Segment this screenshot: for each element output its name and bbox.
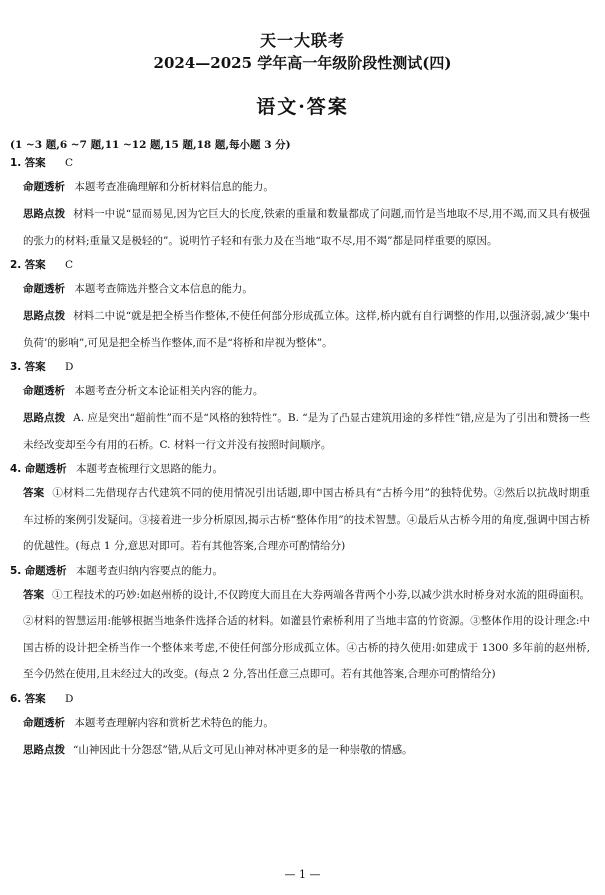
hint-paragraph	[10, 303, 590, 356]
question-number: 4.	[10, 463, 22, 475]
subject-title: 语文·答案	[256, 96, 349, 118]
question-5	[10, 560, 590, 688]
analysis-text: 本题考查理解内容和赏析艺术特色的能力。	[74, 716, 274, 729]
hint-label: 思路点拨	[23, 208, 66, 220]
answer-paragraph	[10, 480, 590, 560]
analysis-label: 命题透析	[23, 181, 65, 193]
answer-choice: D	[64, 361, 74, 373]
hint-text: 材料一中说“显而易见,因为它巨大的长度,铁索的重量和数量都成了问题,而竹是当地取不尽,用不竭,而又具有极强的张力的材料;重量又是极轻的”。说明竹子轻和有张力及在当地“取不尽,用不竭”都是同样重要的原因。	[23, 208, 590, 247]
analysis-text: 本题考查准确理解和分析材料信息的能力。	[74, 181, 274, 193]
exam-org-title: 天一大联考	[259, 31, 345, 50]
answer-text: ①材料二先借现存古代建筑不同的使用情况引出话题,即中国古桥具有“古桥今用”的独特优势。②然后以抗战时期重车过桥的案例引发疑问。③接着进一步分析原因,揭示古桥“整体作用”的技术智慧。④最后从古桥今用的角度,强调中国古桥的优越性。(每点 1 分,意思对即可。若有其他答案,合理亦可酌情给分)	[23, 487, 590, 552]
answer-choice: C	[64, 259, 74, 271]
analysis-text: 本题考查分析文本论证相关内容的能力。	[74, 385, 264, 397]
page-number: — 1 —	[284, 868, 321, 881]
answer-label: 答案	[23, 588, 45, 601]
question-2-answer-line	[10, 254, 590, 276]
answer-label: 答案	[24, 361, 46, 373]
analysis-line	[10, 276, 590, 303]
question-3	[10, 356, 590, 458]
hint-label: 思路点拨	[23, 743, 65, 756]
hint-label: 思路点拨	[23, 412, 66, 424]
hint-paragraph	[10, 737, 590, 764]
question-number: 2.	[10, 259, 22, 271]
question-6-answer-line	[10, 688, 590, 710]
answer-choice: C	[64, 157, 74, 169]
answer-label: 答案	[24, 692, 46, 705]
hint-paragraph	[10, 201, 590, 254]
hint-text: A. 应是突出“超前性”而不是“风格的独特性”。B. “是为了凸显古建筑用途的多样性”错,应是为了引出和赞扬一些未经改变却至今有用的石桥。C. 材料一行文并没有按照时间顺序。	[23, 412, 591, 451]
hint-label: 思路点拨	[23, 310, 66, 322]
analysis-line	[10, 378, 590, 405]
analysis-label: 命题透析	[24, 564, 67, 577]
answer-label: 答案	[24, 259, 46, 271]
hint-paragraph	[10, 405, 590, 458]
answers-content	[10, 152, 590, 763]
question-1	[10, 152, 590, 254]
analysis-label: 命题透析	[23, 283, 65, 295]
answer-label: 答案	[24, 157, 46, 169]
question-5-analysis-line	[10, 560, 590, 582]
exam-name-title: 2024—2025 学年高一年级阶段性测试(四)	[153, 54, 452, 72]
analysis-line	[10, 710, 590, 737]
answer-text: ①工程技术的巧妙:如赵州桥的设计,不仅跨度大而且在大券两端各背两个小券,以减少洪水时桥身对水流的阻碍面积。②材料的智慧运用:能够根据当地条件选择合适的材料。如灌县竹索桥利用了当地丰富的竹资源。③整体作用的设计理念:中国古桥的设计把全桥当作一个整体来考虑,不使任何部分形成孤立体。④古桥的持久使用:如建成于 1300 多年前的赵州桥,至今仍然在使用,且未经过大的改变。(每点 2 分,答出任意三点即可。若有其他答案,合理亦可酌情给分)	[23, 588, 590, 680]
question-4-analysis-line	[10, 458, 590, 480]
analysis-label: 命题透析	[24, 463, 67, 475]
answer-label: 答案	[23, 487, 45, 499]
question-number: 3.	[10, 361, 22, 373]
question-number: 5.	[10, 564, 22, 577]
analysis-label: 命题透析	[23, 716, 65, 729]
question-number: 6.	[10, 692, 22, 705]
analysis-text: 本题考查梳理行文思路的能力。	[75, 463, 223, 475]
question-3-answer-line	[10, 356, 590, 378]
scoring-note: (1 ~3 题,6 ~7 题,11 ~12 题,15 题,18 题,每小题 3 分)	[10, 139, 291, 151]
analysis-line	[10, 174, 590, 201]
analysis-label: 命题透析	[23, 385, 65, 397]
question-4	[10, 458, 590, 560]
question-6	[10, 688, 590, 764]
hint-text: 材料二中说“就是把全桥当作整体,不使任何部分形成孤立体。这样,桥内就有自行调整的作用,以强济弱,减少‘集中负荷’的影响”,可见是把全桥当作整体,而不是“将桥和岸视为整体”。	[23, 310, 590, 349]
analysis-text: 本题考查归纳内容要点的能力。	[75, 564, 223, 577]
hint-text: “山神因此十分怨怼”错,从后文可见山神对林冲更多的是一种崇敬的情感。	[73, 743, 413, 756]
answer-paragraph	[10, 582, 590, 688]
answer-choice: D	[64, 692, 74, 705]
question-number: 1.	[10, 157, 22, 169]
question-1-answer-line	[10, 152, 590, 174]
analysis-text: 本题考查筛选并整合文本信息的能力。	[74, 283, 253, 295]
question-2	[10, 254, 590, 356]
